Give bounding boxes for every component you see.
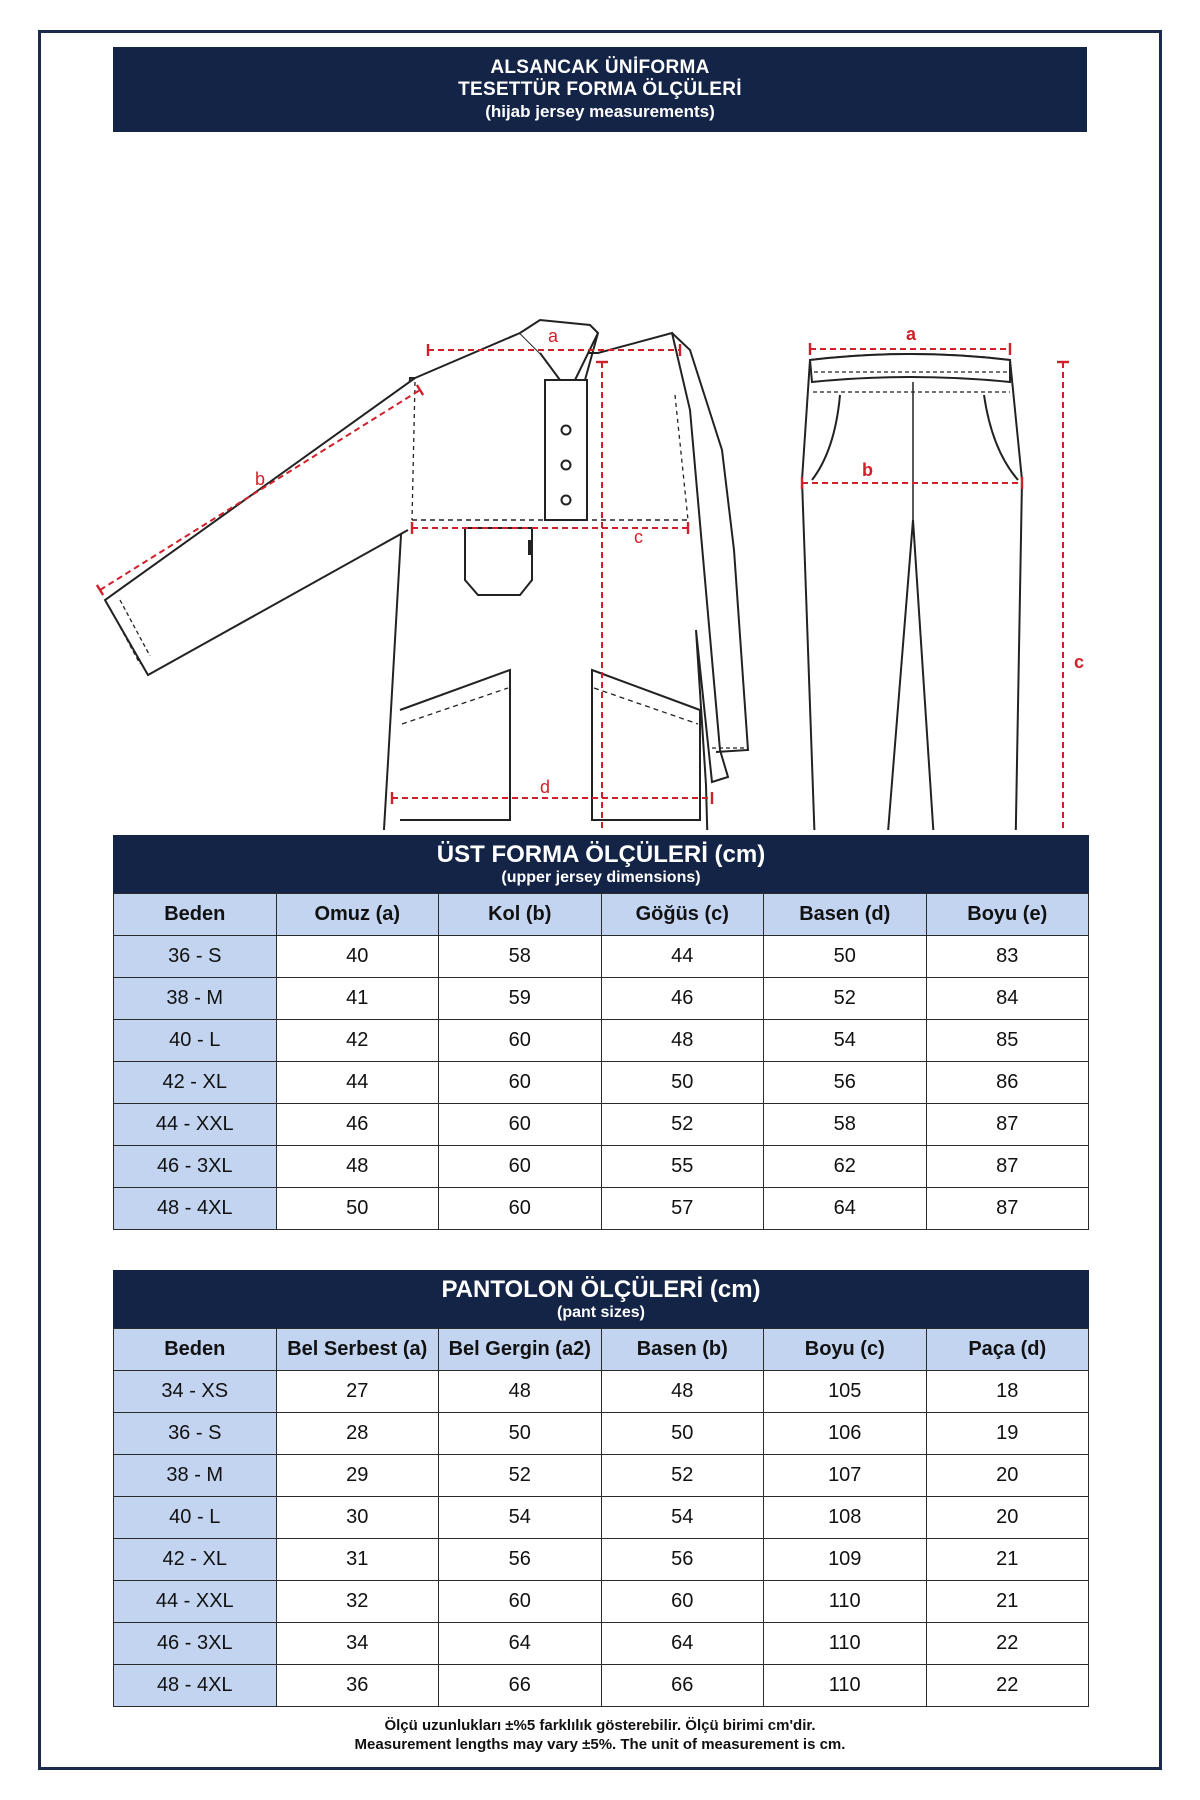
- label-top-a: a: [548, 326, 559, 346]
- size-cell: 36 - S: [114, 936, 277, 978]
- value-cell: 87: [926, 1188, 1089, 1230]
- value-cell: 57: [601, 1188, 764, 1230]
- table-row: [114, 1104, 1089, 1146]
- footnote: [0, 1716, 1200, 1754]
- col-header: Göğüs (c): [601, 894, 764, 936]
- footnote-tr: Ölçü uzunlukları ±%5 farklılık gösterebilir. Ölçü birimi cm'dir.: [384, 1717, 816, 1734]
- value-cell: 56: [764, 1062, 927, 1104]
- value-cell: 48: [601, 1020, 764, 1062]
- value-cell: 30: [276, 1497, 439, 1539]
- chart-title: TESETTÜR FORMA ÖLÇÜLERİ: [458, 79, 742, 100]
- size-cell: 40 - L: [114, 1497, 277, 1539]
- size-cell: 46 - 3XL: [114, 1623, 277, 1665]
- value-cell: 66: [601, 1665, 764, 1707]
- value-cell: 19: [926, 1413, 1089, 1455]
- value-cell: 27: [276, 1371, 439, 1413]
- value-cell: 58: [439, 936, 602, 978]
- value-cell: 28: [276, 1413, 439, 1455]
- value-cell: 52: [439, 1455, 602, 1497]
- value-cell: 110: [764, 1623, 927, 1665]
- value-cell: 52: [601, 1104, 764, 1146]
- size-cell: 42 - XL: [114, 1062, 277, 1104]
- value-cell: 44: [601, 936, 764, 978]
- label-pant-a: a: [906, 324, 917, 344]
- value-cell: 56: [439, 1539, 602, 1581]
- size-cell: 48 - 4XL: [114, 1665, 277, 1707]
- value-cell: 50: [276, 1188, 439, 1230]
- size-cell: 40 - L: [114, 1020, 277, 1062]
- value-cell: 29: [276, 1455, 439, 1497]
- value-cell: 34: [276, 1623, 439, 1665]
- chart-subtitle: (hijab jersey measurements): [485, 102, 715, 121]
- table-row: [114, 936, 1089, 978]
- pants-drawing: [802, 354, 1022, 830]
- size-cell: 44 - XXL: [114, 1104, 277, 1146]
- value-cell: 66: [439, 1665, 602, 1707]
- brand-title: ALSANCAK ÜNİFORMA: [490, 57, 710, 78]
- table-row: [114, 978, 1089, 1020]
- table-row: [114, 1497, 1089, 1539]
- value-cell: 109: [764, 1539, 927, 1581]
- table-row: [114, 1020, 1089, 1062]
- upper-table-header: [113, 835, 1089, 893]
- footnote-en: Measurement lengths may vary ±5%. The unit of measurement is cm.: [354, 1736, 846, 1753]
- value-cell: 83: [926, 936, 1089, 978]
- value-cell: 46: [601, 978, 764, 1020]
- value-cell: 64: [764, 1188, 927, 1230]
- value-cell: 64: [439, 1623, 602, 1665]
- value-cell: 21: [926, 1581, 1089, 1623]
- label-top-b: b: [255, 469, 266, 489]
- label-top-c: c: [634, 527, 643, 547]
- value-cell: 60: [439, 1020, 602, 1062]
- value-cell: 48: [439, 1371, 602, 1413]
- pant-table-body: [114, 1371, 1089, 1707]
- value-cell: 59: [439, 978, 602, 1020]
- table-row: [114, 1146, 1089, 1188]
- value-cell: 20: [926, 1455, 1089, 1497]
- value-cell: 40: [276, 936, 439, 978]
- col-header: Kol (b): [439, 894, 602, 936]
- value-cell: 105: [764, 1371, 927, 1413]
- upper-size-table: [113, 893, 1089, 1230]
- size-cell: 44 - XXL: [114, 1581, 277, 1623]
- label-pant-b: b: [862, 460, 873, 480]
- value-cell: 106: [764, 1413, 927, 1455]
- value-cell: 62: [764, 1146, 927, 1188]
- table-row: [114, 1188, 1089, 1230]
- value-cell: 60: [439, 1581, 602, 1623]
- value-cell: 50: [439, 1413, 602, 1455]
- value-cell: 50: [601, 1062, 764, 1104]
- pant-table-section: [113, 1270, 1089, 1707]
- col-header: Omuz (a): [276, 894, 439, 936]
- col-header: Beden: [114, 894, 277, 936]
- value-cell: 21: [926, 1539, 1089, 1581]
- value-cell: 31: [276, 1539, 439, 1581]
- col-header: Paça (d): [926, 1329, 1089, 1371]
- table-row: [114, 1539, 1089, 1581]
- col-header: Beden: [114, 1329, 277, 1371]
- col-header: Bel Serbest (a): [276, 1329, 439, 1371]
- size-cell: 42 - XL: [114, 1539, 277, 1581]
- tunic-drawing: [105, 320, 748, 830]
- table-row: [114, 1455, 1089, 1497]
- value-cell: 85: [926, 1020, 1089, 1062]
- upper-table-section: [113, 835, 1089, 1230]
- value-cell: 60: [439, 1062, 602, 1104]
- value-cell: 107: [764, 1455, 927, 1497]
- size-cell: 46 - 3XL: [114, 1146, 277, 1188]
- value-cell: 50: [601, 1413, 764, 1455]
- pant-table-title: PANTOLON ÖLÇÜLERİ (cm): [441, 1276, 761, 1303]
- value-cell: 44: [276, 1062, 439, 1104]
- value-cell: 60: [601, 1581, 764, 1623]
- value-cell: 22: [926, 1665, 1089, 1707]
- value-cell: 36: [276, 1665, 439, 1707]
- table-row: [114, 1371, 1089, 1413]
- value-cell: 46: [276, 1104, 439, 1146]
- value-cell: 52: [601, 1455, 764, 1497]
- size-cell: 38 - M: [114, 978, 277, 1020]
- col-header: Basen (b): [601, 1329, 764, 1371]
- upper-table-title: ÜST FORMA ÖLÇÜLERİ (cm): [436, 841, 766, 868]
- value-cell: 87: [926, 1146, 1089, 1188]
- upper-table-column-row: [114, 894, 1089, 936]
- value-cell: 87: [926, 1104, 1089, 1146]
- upper-table-subtitle: (upper jersey dimensions): [501, 869, 701, 886]
- value-cell: 48: [601, 1371, 764, 1413]
- value-cell: 110: [764, 1581, 927, 1623]
- value-cell: 84: [926, 978, 1089, 1020]
- garment-diagram: [0, 150, 1200, 830]
- value-cell: 86: [926, 1062, 1089, 1104]
- table-row: [114, 1413, 1089, 1455]
- col-header: Boyu (e): [926, 894, 1089, 936]
- value-cell: 108: [764, 1497, 927, 1539]
- table-row: [114, 1062, 1089, 1104]
- value-cell: 42: [276, 1020, 439, 1062]
- value-cell: 22: [926, 1623, 1089, 1665]
- pant-table-header: [113, 1270, 1089, 1328]
- table-row: [114, 1623, 1089, 1665]
- value-cell: 55: [601, 1146, 764, 1188]
- value-cell: 20: [926, 1497, 1089, 1539]
- table-row: [114, 1665, 1089, 1707]
- label-top-d: d: [540, 777, 551, 797]
- value-cell: 50: [764, 936, 927, 978]
- size-cell: 36 - S: [114, 1413, 277, 1455]
- value-cell: 18: [926, 1371, 1089, 1413]
- size-cell: 48 - 4XL: [114, 1188, 277, 1230]
- value-cell: 48: [276, 1146, 439, 1188]
- pant-size-table: [113, 1328, 1089, 1707]
- col-header: Boyu (c): [764, 1329, 927, 1371]
- value-cell: 58: [764, 1104, 927, 1146]
- value-cell: 32: [276, 1581, 439, 1623]
- col-header: Basen (d): [764, 894, 927, 936]
- col-header: Bel Gergin (a2): [439, 1329, 602, 1371]
- upper-table-body: [114, 936, 1089, 1230]
- value-cell: 60: [439, 1104, 602, 1146]
- pant-table-column-row: [114, 1329, 1089, 1371]
- value-cell: 41: [276, 978, 439, 1020]
- value-cell: 52: [764, 978, 927, 1020]
- table-row: [114, 1581, 1089, 1623]
- value-cell: 60: [439, 1146, 602, 1188]
- pant-table-subtitle: (pant sizes): [556, 1304, 645, 1321]
- size-cell: 34 - XS: [114, 1371, 277, 1413]
- value-cell: 110: [764, 1665, 927, 1707]
- value-cell: 54: [601, 1497, 764, 1539]
- value-cell: 60: [439, 1188, 602, 1230]
- title-banner: [113, 47, 1087, 132]
- value-cell: 56: [601, 1539, 764, 1581]
- size-cell: 38 - M: [114, 1455, 277, 1497]
- value-cell: 64: [601, 1623, 764, 1665]
- value-cell: 54: [764, 1020, 927, 1062]
- value-cell: 54: [439, 1497, 602, 1539]
- label-pant-c: c: [1074, 652, 1085, 672]
